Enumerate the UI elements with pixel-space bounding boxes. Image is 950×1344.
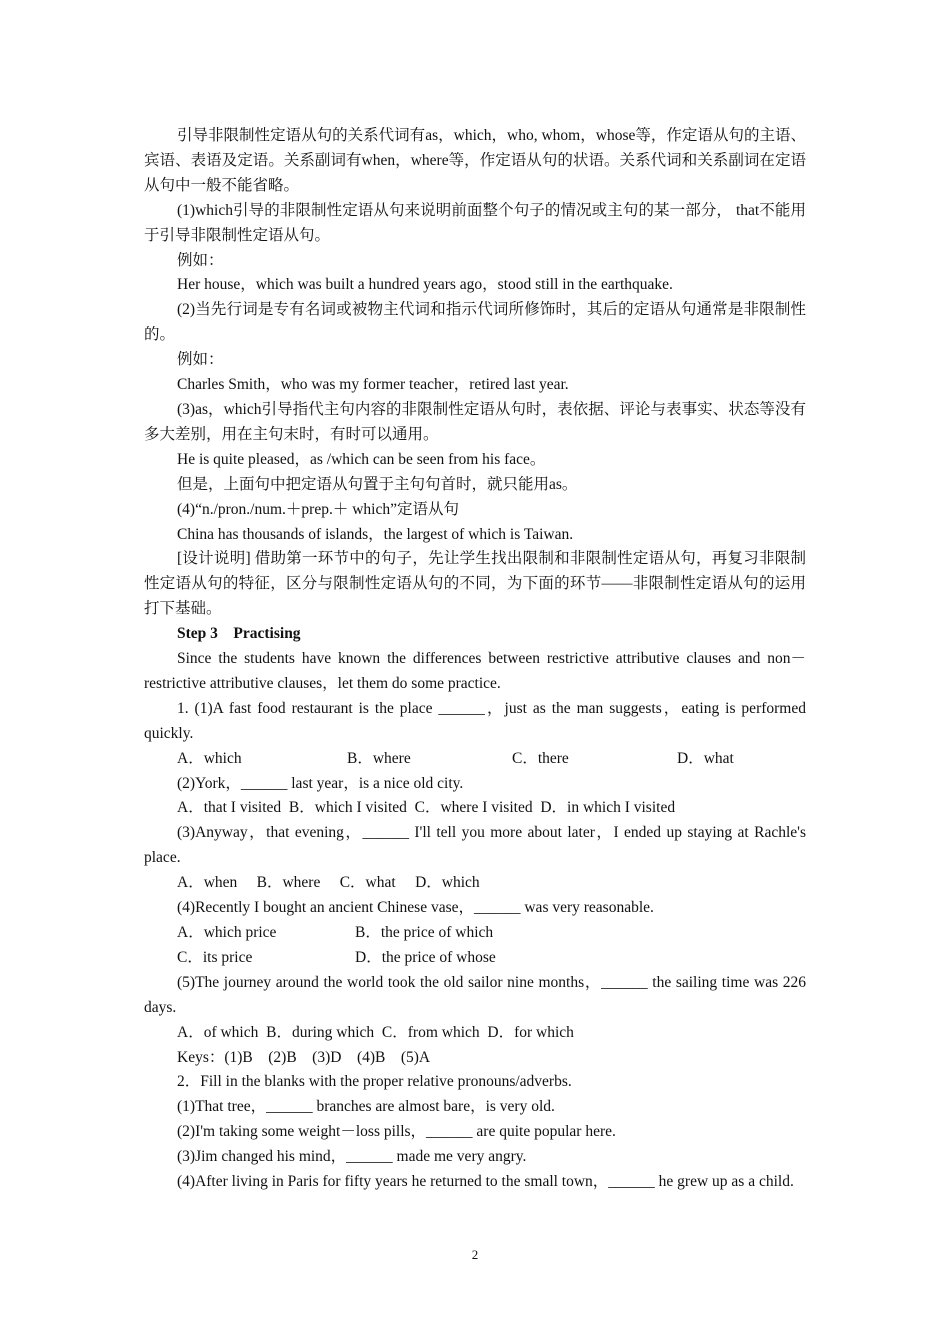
example-label: 例如： [177,351,224,369]
question-1-5-options: A．of which B．during which C．from which D．for which [177,1023,574,1041]
rule-3-paragraph: (3)as，which引导指代主句内容的非限制性定语从句时，表依据、评论与表事实、状态等没有多大差别，用在主句末时，有时可以通用。 [144,400,806,443]
question-1-1: 1. (1)A fast food restaurant is the place ______，just as the man suggests，eating is performed quickly. [144,699,806,742]
rule-2-paragraph: (2)当先行词是专有名词或被物主代词和指示代词所修饰时，其后的定语从句通常是非限制性的。 [144,301,806,344]
question-2-heading: 2．Fill in the blanks with the proper relative pronouns/adverbs. [177,1073,572,1091]
question-1-2-options: A．that I visited B．which I visited C．where I visited D．in which I visited [177,799,676,817]
option-d: D．the price of whose [355,948,496,966]
option-b: B．where [347,749,411,767]
question-1-2: (2)York，______ last year，is a nice old city. [177,774,464,792]
option-c: C．there [512,749,569,767]
question-1-4: (4)Recently I bought an ancient Chinese vase，______ was very reasonable. [177,899,654,917]
example-label: 例如： [177,251,224,269]
example-sentence: Charles Smith，who was my former teacher，retired last year. [177,376,569,394]
question-1-3: (3)Anyway，that evening，______ I'll tell you more about later，I ended up staying at Rachle's place. [144,824,806,867]
option-a: A．which [177,749,242,767]
option-b: B．the price of which [355,924,494,941]
option-a: A．which price [177,924,277,941]
answer-keys: Keys：(1)B (2)B (3)D (4)B (5)A [177,1048,431,1066]
step-3-intro: Since the students have known the differences between restrictive attributive clauses and non－restrictive attributive clauses，let them do some practice. [144,650,806,692]
option-c: C．its price [177,948,253,966]
option-d: D．what [677,749,734,767]
step-3-heading: Step 3 Practising [177,625,301,643]
page-body [144,124,806,1195]
rule-4-heading: (4)“n./pron./num.＋prep.＋ which”定语从句 [177,500,459,518]
question-1-4-options-row-1 [144,921,806,946]
question-2-2: (2)I'm taking some weight－loss pills，______ are quite popular here. [177,1123,616,1141]
example-sentence: He is quite pleased，as /which can be seen from his face。 [177,450,546,468]
intro-paragraph: 引导非限制性定语从句的关系代词有as，which，who, whom，whose等，作定语从句的主语、宾语、表语及定语。关系副词有when，where等，作定语从句的状语。关系代词和关系副词在定语从句中一般不能省略。 [144,127,806,194]
design-note: [设计说明] 借助第一环节中的句子，先让学生找出限制和非限制性定语从句，再复习非限制性定语从句的特征，区分与限制性定语从句的不同，为下面的环节——非限制性定语从句的运用打下基础。 [144,550,806,618]
question-1-1-options [144,747,806,772]
question-1-4-options-row-2 [144,946,806,971]
example-sentence: Her house，which was built a hundred years ago，stood still in the earthquake. [177,276,673,294]
question-1-5: (5)The journey around the world took the old sailor nine months，______ the sailing time was 226 days. [144,973,806,1016]
question-1-3-options: A．when B．where C．what D．which [177,874,480,892]
question-2-4: (4)After living in Paris for fifty years he returned to the small town，______ he grew up as a child. [177,1173,794,1191]
rule-1-paragraph: (1)which引导的非限制性定语从句来说明前面整个句子的情况或主句的某一部分， that不能用于引导非限制性定语从句。 [144,201,806,244]
question-2-1: (1)That tree，______ branches are almost bare，is very old. [177,1098,555,1116]
rule-3-note: 但是，上面句中把定语从句置于主句句首时，就只能用as。 [177,475,578,493]
example-sentence: China has thousands of islands，the largest of which is Taiwan. [177,525,574,543]
page-number: 2 [471,1247,479,1262]
question-2-3: (3)Jim changed his mind，______ made me very angry. [177,1148,527,1166]
